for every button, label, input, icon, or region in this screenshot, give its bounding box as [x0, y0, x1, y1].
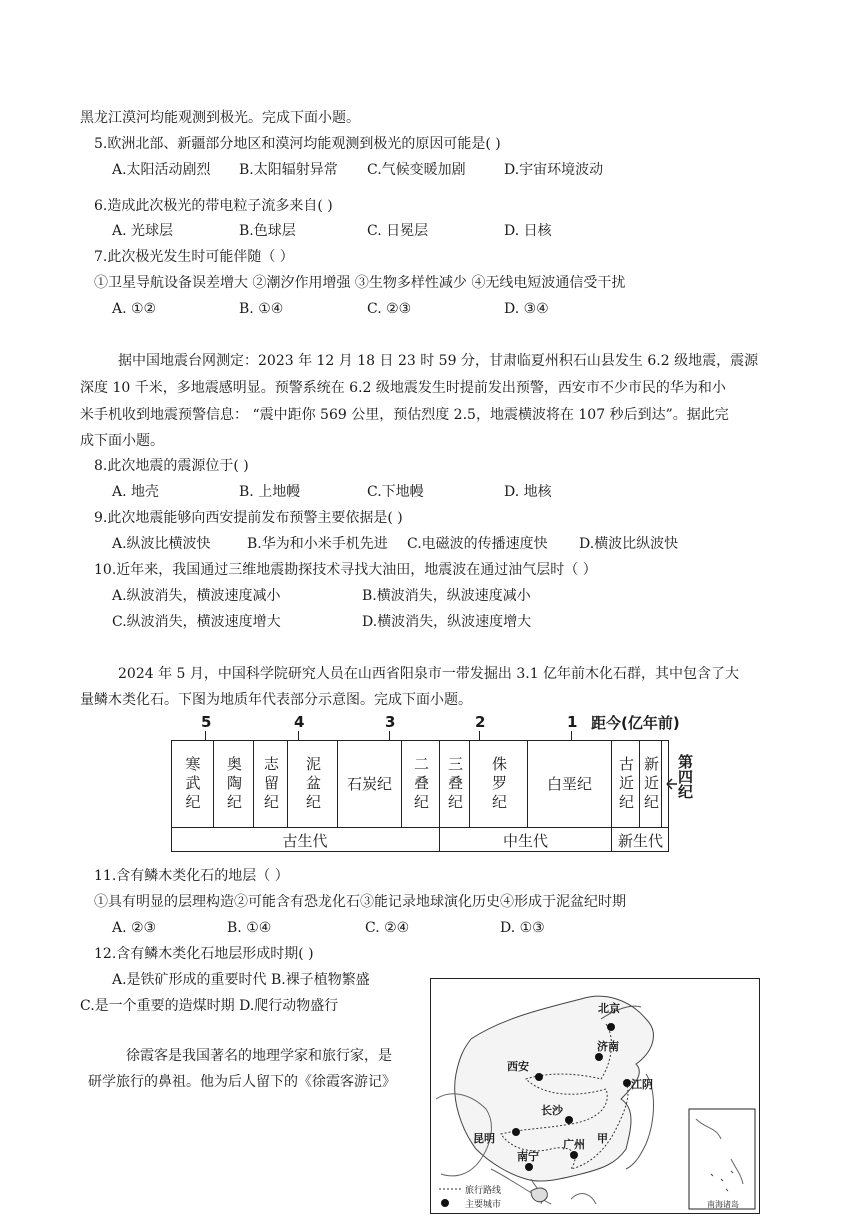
- tick-label-5: 5: [201, 713, 212, 731]
- q9-option-c[interactable]: C.电磁波的传播速度快: [407, 536, 548, 552]
- q8-option-b[interactable]: B. 上地幔: [239, 484, 301, 500]
- passage4-line2: 研学旅行的鼻祖。他为后人留下的《徐霞客游记》: [88, 1074, 396, 1090]
- q9-option-a[interactable]: A.纵波比横波快: [112, 536, 211, 552]
- q8-option-c[interactable]: C.下地幔: [367, 484, 424, 500]
- q9-option-d[interactable]: D.横波比纵波快: [579, 536, 679, 552]
- tick-label-3: 3: [385, 713, 396, 731]
- question-6-stem: 6.造成此次极光的带电粒子流多来自( ): [94, 198, 333, 214]
- q11-option-d[interactable]: D. ①③: [500, 920, 545, 936]
- question-8-options: [112, 482, 552, 502]
- q10-option-d[interactable]: D.横波消失，纵波速度增大: [362, 614, 532, 630]
- q7-option-c[interactable]: C. ②③: [367, 301, 412, 317]
- question-11-options: [112, 918, 545, 938]
- question-11-choices: ①具有明显的层理构造②可能含有恐龙化石③能记录地球演化历史④形成于泥盆纪时期: [94, 894, 626, 910]
- period-silurian: 志留纪: [254, 740, 288, 828]
- tick-mark: [389, 731, 390, 740]
- q5-option-d[interactable]: D.宇宙环境波动: [504, 162, 604, 178]
- question-8-stem: 8.此次地震的震源位于( ): [94, 458, 249, 474]
- passage3-line2: 量鳞木类化石。下图为地质年代表部分示意图。完成下面小题。: [80, 692, 472, 708]
- scale-label: 距今(亿年前): [591, 714, 680, 732]
- question-10-stem: 10.近年来，我国通过三维地震勘探技术寻找大油田，地震波在通过油气层时（ ）: [94, 562, 597, 578]
- q6-option-c[interactable]: C. 日冕层: [367, 223, 429, 239]
- question-9-stem: 9.此次地震能够向西安提前发布预警主要依据是( ): [94, 510, 403, 526]
- tick-mark: [298, 731, 299, 740]
- city-jiangyin: 江阴: [631, 1078, 653, 1091]
- period-ordovician: 奥陶纪: [214, 740, 254, 828]
- city-nanning: 南宁: [517, 1150, 539, 1163]
- tick-label-2: 2: [475, 713, 486, 731]
- q7-option-b[interactable]: B. ①④: [239, 301, 284, 317]
- city-beijing: 北京: [598, 1002, 620, 1015]
- q5-option-b[interactable]: B.太阳辐射异常: [239, 162, 338, 178]
- q9-option-b[interactable]: B.华为和小米手机先进: [247, 536, 388, 552]
- question-7-choices: ①卫星导航设备误差增大 ②潮汐作用增强 ③生物多样性减少 ④无线电短波通信受干扰: [94, 275, 626, 291]
- period-paleogene: 古近纪: [612, 740, 640, 828]
- q10-option-a[interactable]: A.纵波消失，横波速度减小: [112, 588, 281, 604]
- period-triassic: 三叠纪: [440, 740, 470, 828]
- question-10-options-row2: [112, 612, 531, 632]
- era-paleozoic: 古生代: [171, 828, 440, 852]
- period-cretaceous: 白垩纪: [528, 740, 612, 828]
- inset-south-china-sea-islands: 南海诸岛: [707, 1200, 739, 1209]
- period-devonian: 泥盆纪: [288, 740, 338, 828]
- tick-label-4: 4: [294, 713, 305, 731]
- period-quaternary: 第四纪: [676, 754, 694, 799]
- tick-label-1: 1: [567, 713, 578, 731]
- city-kunming: 昆明: [473, 1132, 495, 1145]
- period-permian: 二叠纪: [402, 740, 440, 828]
- q11-option-a[interactable]: A. ②③: [112, 920, 157, 936]
- passage2-line3: 米手机收到地震预警信息： “震中距你 569 公里，预估烈度 2.5，地震横波将在 107 秒后到达”。据此完: [80, 407, 729, 423]
- q6-option-b[interactable]: B.色球层: [239, 223, 296, 239]
- question-12-stem: 12.含有鳞木类化石地层形成时期( ): [94, 946, 314, 962]
- question-7-options: [112, 299, 549, 319]
- period-carboniferous: 石炭纪: [338, 740, 402, 828]
- passage4-line1: 徐霞客是我国著名的地理学家和旅行家，是: [126, 1048, 392, 1064]
- q10-option-b[interactable]: B.横波消失，纵波速度减小: [362, 588, 531, 604]
- china-map-drawing: [431, 979, 758, 1212]
- city-changsha: 长沙: [541, 1104, 563, 1117]
- q7-option-d[interactable]: D. ③④: [504, 301, 549, 317]
- q7-option-a[interactable]: A. ①②: [112, 301, 157, 317]
- q12-options-row2[interactable]: C.是一个重要的造煤时期 D.爬行动物盛行: [80, 998, 339, 1014]
- city-guangzhou: 广州: [563, 1138, 585, 1151]
- q5-option-a[interactable]: A.太阳活动剧烈: [112, 162, 211, 178]
- legend-city: 主要城市: [465, 1200, 502, 1210]
- era-cenozoic: 新生代: [617, 831, 663, 850]
- passage3-line1: 2024 年 5 月，中国科学院研究人员在山西省阳泉市一带发掘出 3.1 亿年前木化石群，其中包含了大: [118, 666, 740, 682]
- legend-route: 旅行路线: [465, 1186, 502, 1196]
- question-11-stem: 11.含有鳞木类化石的地层（ ）: [94, 868, 289, 884]
- q11-option-b[interactable]: B. ①④: [227, 920, 272, 936]
- passage2-line4: 成下面小题。: [80, 433, 164, 449]
- passage2-line2: 深度 10 千米，多地震感明显。预警系统在 6.2 级地震发生时提前发出预警，西安市不少市民的华为和小: [80, 380, 726, 396]
- question-9-options: [112, 534, 678, 554]
- q12-options-row1[interactable]: A.是铁矿形成的重要时代 B.裸子植物繁盛: [112, 972, 370, 988]
- question-10-options-row1: [112, 586, 531, 606]
- tick-mark: [205, 731, 206, 740]
- q10-option-c[interactable]: C.纵波消失，横波速度增大: [112, 614, 281, 630]
- q8-option-d[interactable]: D. 地核: [504, 484, 552, 500]
- period-neogene: 新近纪: [640, 740, 662, 828]
- period-jurassic: 侏罗纪: [470, 740, 528, 828]
- travel-route-map: [430, 978, 760, 1214]
- question-5-stem: 5.欧洲北部、新疆部分地区和漠河均能观测到极光的原因可能是( ): [94, 136, 501, 152]
- q5-option-c[interactable]: C.气候变暖加剧: [367, 162, 466, 178]
- city-jinan: 济南: [597, 1040, 619, 1053]
- question-7-stem: 7.此次极光发生时可能伴随（ ）: [94, 249, 294, 265]
- q6-option-d[interactable]: D. 日核: [504, 223, 552, 239]
- passage2-line1: 据中国地震台网测定：2023 年 12 月 18 日 23 时 59 分，甘肃临夏州积石山县发生 6.2 级地震，震源: [118, 353, 759, 369]
- era-mesozoic: 中生代: [440, 828, 612, 852]
- period-cambrian: 寒武纪: [171, 740, 214, 828]
- map-label-jia: 甲: [597, 1132, 608, 1145]
- tick-mark: [571, 731, 572, 740]
- city-xian: 西安: [507, 1060, 529, 1073]
- tick-mark: [479, 731, 480, 740]
- q6-option-a[interactable]: A. 光球层: [112, 223, 174, 239]
- intro-tail: 黑龙江漠河均能观测到极光。完成下面小题。: [80, 110, 360, 126]
- question-5-options: [112, 160, 603, 180]
- q11-option-c[interactable]: C. ②④: [365, 920, 410, 936]
- q8-option-a[interactable]: A. 地壳: [112, 484, 160, 500]
- question-6-options: [112, 221, 552, 241]
